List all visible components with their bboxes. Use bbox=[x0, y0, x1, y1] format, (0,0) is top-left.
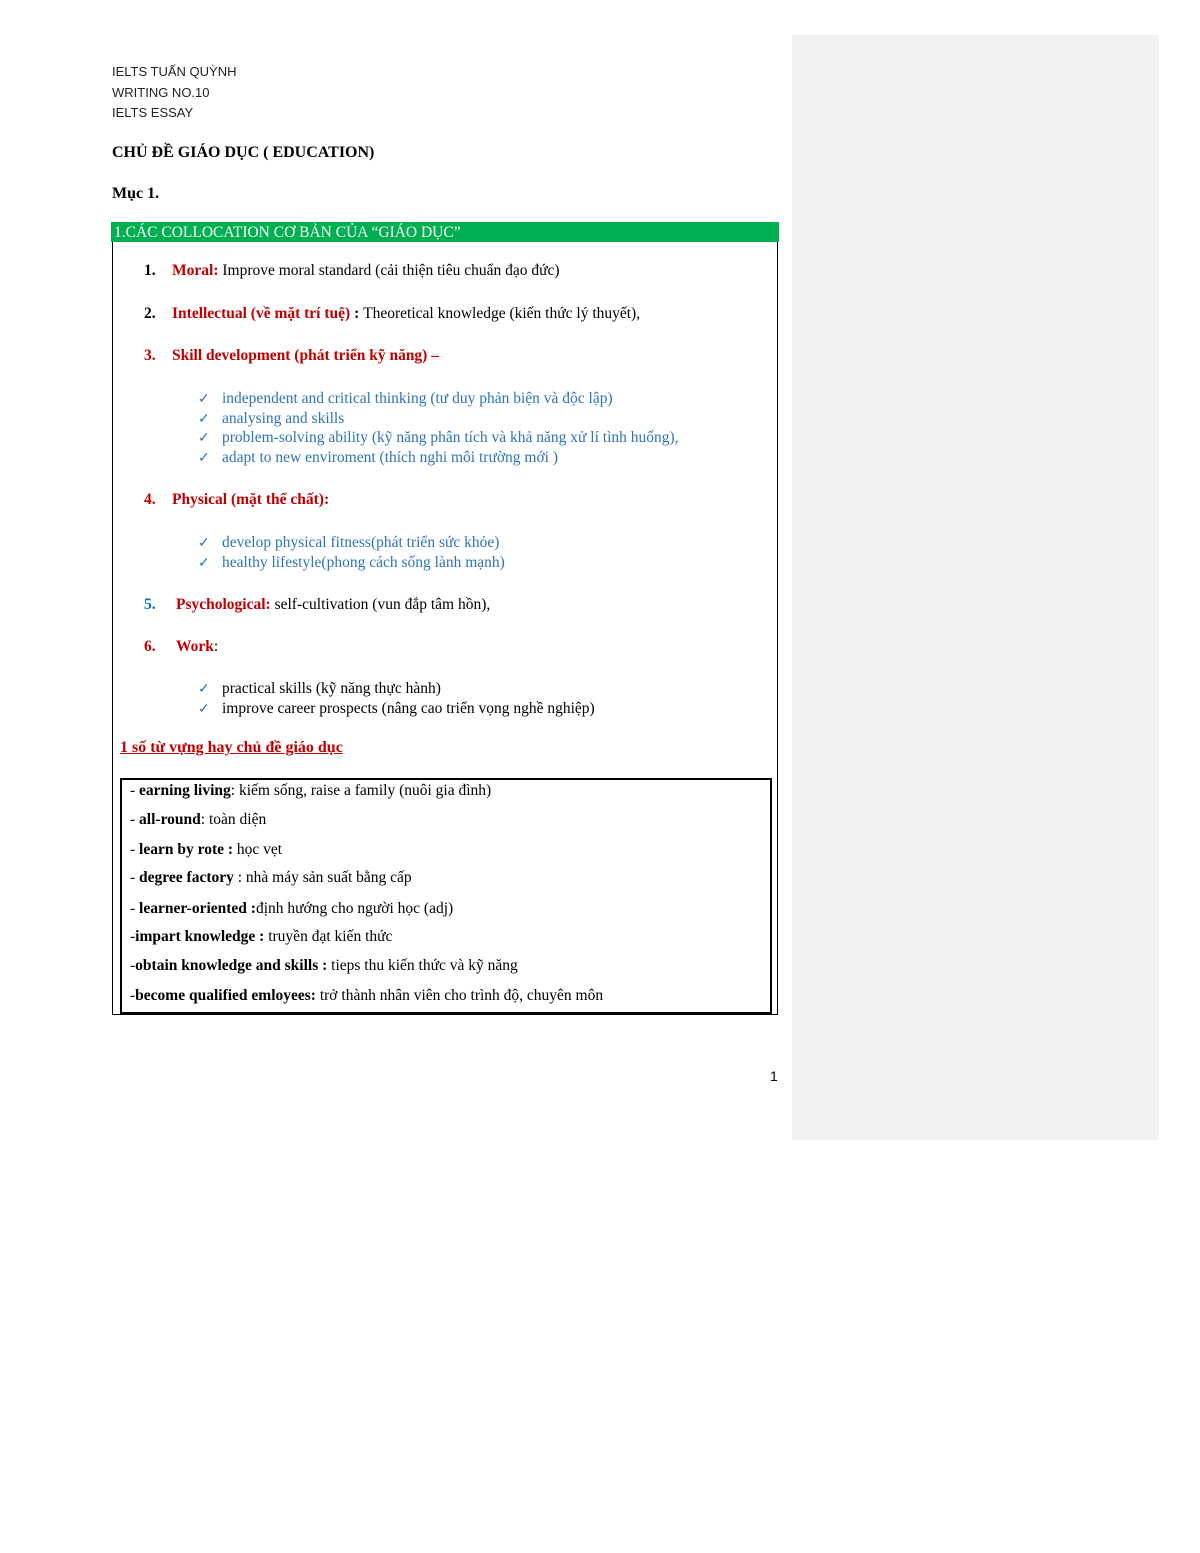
item-desc: : bbox=[213, 638, 219, 655]
vocab-item bbox=[130, 869, 412, 887]
list-item bbox=[172, 262, 560, 280]
list-item bbox=[176, 638, 218, 656]
item-term: Moral: bbox=[172, 262, 219, 279]
vocab-meaning: học vẹt bbox=[233, 841, 283, 858]
vocab-prefix: - bbox=[130, 928, 136, 945]
collocation-banner: 1.CÁC COLLOCATION CƠ BẢN CỦA “GIÁO DỤC” bbox=[111, 222, 779, 242]
vocab-meaning: trở thành nhân viên cho trình độ, chuyên môn bbox=[315, 987, 604, 1004]
document-title: CHỦ ĐỀ GIÁO DỤC ( EDUCATION) bbox=[112, 144, 375, 161]
vocab-prefix: - bbox=[130, 900, 140, 917]
vocab-term: learn by rote : bbox=[139, 841, 234, 858]
vocab-item bbox=[130, 841, 282, 859]
vocab-meaning: : nhà máy sản suất bằng cấp bbox=[233, 869, 412, 886]
vocab-term: become qualified emloyees: bbox=[135, 987, 316, 1004]
vocab-term: earning living bbox=[139, 782, 231, 799]
skill-bullet: independent and critical thinking (tư duy phản biện và độc lập) bbox=[222, 390, 613, 407]
vocab-item bbox=[130, 928, 392, 946]
check-icon: ✓ bbox=[198, 451, 210, 466]
vocab-prefix: - bbox=[130, 869, 140, 886]
vocab-prefix: - bbox=[130, 987, 136, 1004]
vocab-item bbox=[130, 782, 491, 800]
item-desc: self-cultivation (vun đắp tâm hồn), bbox=[270, 596, 491, 613]
list-item bbox=[172, 491, 329, 509]
check-icon: ✓ bbox=[198, 392, 210, 407]
vocab-term: all-round bbox=[139, 811, 201, 828]
vocab-prefix: - bbox=[130, 782, 140, 799]
item-number: 3. bbox=[144, 347, 156, 364]
vocab-meaning: truyền đạt kiến thức bbox=[264, 928, 393, 945]
item-term: Physical (mặt thể chất): bbox=[172, 491, 330, 508]
vocab-meaning: tieps thu kiến thức và kỹ năng bbox=[327, 957, 518, 974]
vocab-term: learner-oriented : bbox=[139, 900, 256, 917]
item-separator: : bbox=[350, 305, 364, 322]
work-bullet: practical skills (kỹ năng thực hành) bbox=[222, 680, 441, 697]
item-number: 6. bbox=[144, 638, 156, 655]
physical-bullet: develop physical fitness(phát triển sức khỏe) bbox=[222, 534, 500, 551]
vocab-meaning: định hướng cho người học (adj) bbox=[255, 900, 454, 917]
vocab-heading: 1 số từ vựng hay chủ đề giáo dục bbox=[120, 739, 343, 756]
item-term: Skill development (phát triển kỹ năng) – bbox=[172, 347, 439, 364]
check-icon: ✓ bbox=[198, 431, 210, 446]
vocab-prefix: - bbox=[130, 957, 136, 974]
vocab-term: impart knowledge : bbox=[135, 928, 265, 945]
work-bullet: improve career prospects (nâng cao triển vọng nghề nghiệp) bbox=[222, 700, 595, 717]
item-desc: Improve moral standard (cải thiện tiêu chuẩn đạo đức) bbox=[218, 262, 560, 279]
vocab-box bbox=[120, 778, 772, 1014]
vocab-prefix: - bbox=[130, 841, 140, 858]
skill-bullet: analysing and skills bbox=[222, 410, 345, 427]
vocab-item bbox=[130, 811, 266, 829]
list-item bbox=[176, 596, 490, 614]
skill-bullet: problem-solving ability (kỹ năng phân tích và khả năng xử lí tình huống), bbox=[222, 429, 679, 446]
item-number: 5. bbox=[144, 596, 156, 613]
item-desc: Theoretical knowledge (kiến thức lý thuyết), bbox=[363, 305, 641, 322]
vocab-item bbox=[130, 900, 453, 918]
comment-pane bbox=[792, 35, 1159, 1140]
vocab-term: obtain knowledge and skills : bbox=[135, 957, 328, 974]
vocab-meaning: : toàn diện bbox=[200, 811, 267, 828]
check-icon: ✓ bbox=[198, 412, 210, 427]
vocab-item bbox=[130, 987, 603, 1005]
list-item bbox=[172, 305, 640, 323]
item-number: 1. bbox=[144, 262, 156, 279]
item-term: Work bbox=[176, 638, 214, 655]
header-line-2: WRITING NO.10 bbox=[112, 84, 210, 100]
check-icon: ✓ bbox=[198, 536, 210, 551]
document-header bbox=[112, 62, 236, 124]
header-line-3: IELTS ESSAY bbox=[112, 105, 194, 120]
physical-bullet: healthy lifestyle(phong cách sống lành mạnh) bbox=[222, 554, 505, 571]
item-term: Psychological: bbox=[176, 596, 271, 613]
list-item bbox=[172, 347, 439, 365]
header-line-1: IELTS TUẤN QUỲNH bbox=[112, 64, 237, 79]
check-icon: ✓ bbox=[198, 702, 210, 717]
vocab-item bbox=[130, 957, 518, 975]
check-icon: ✓ bbox=[198, 682, 210, 697]
vocab-meaning: : kiếm sống, raise a family (nuôi gia đình) bbox=[230, 782, 492, 799]
item-number: 2. bbox=[144, 305, 156, 322]
item-number: 4. bbox=[144, 491, 156, 508]
vocab-prefix: - bbox=[130, 811, 140, 828]
section-label: Mục 1. bbox=[112, 185, 160, 202]
skill-bullet: adapt to new enviroment (thích nghi môi trường mới ) bbox=[222, 449, 559, 466]
item-term: Intellectual (về mặt trí tuệ) bbox=[172, 305, 351, 322]
vocab-term: degree factory bbox=[139, 869, 234, 886]
page-number: 1 bbox=[770, 1068, 778, 1084]
check-icon: ✓ bbox=[198, 556, 210, 571]
